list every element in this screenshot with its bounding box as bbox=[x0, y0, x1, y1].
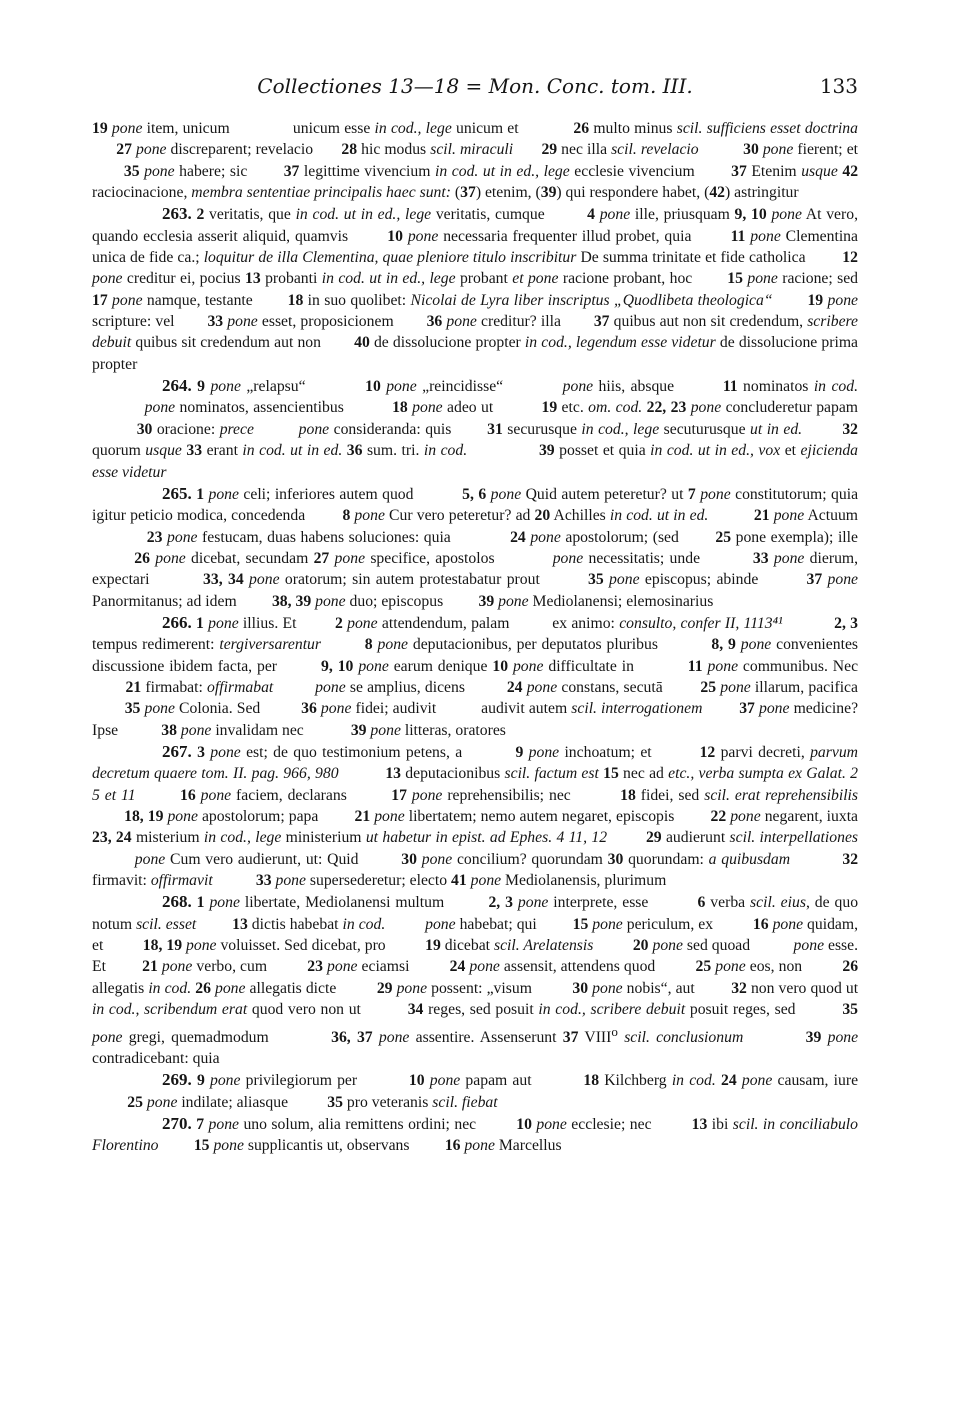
section-number: 264. bbox=[162, 376, 192, 396]
apparatus-paragraph bbox=[92, 203, 858, 375]
apparatus-entry-text: 1 pone libertate, Mediolanensi multum 2, 3 pone interprete, esse 6 verba scil. eius, de quo notum scil. esset 13 dictis habebat in cod. pone habebat; qui 15 pone periculum, ex 16 pone quidam, et 18, 19 pone voluisset. Sed dicebat, pro 19 dicebat scil. Arelatensis 20 pone sed quoad pone esse. Et 21 pone verbo, cum 23 pone eciamsi 24 pone assensit, attendens quod 25 pone eos, non 26 allegatis in cod. 26 pone allegatis dicte 29 pone possent: „visum 30 pone nobis“, aut 32 non vero quod ut in cod., scribendum erat quod vero non ut 34 reges, sed posuit in cod., scribere debuit posuit reges, sed 35 pone gregi, quemadmodum 36, 37 pone assentire. Assenserunt 37 VIII$^o$ scil. conclusionum 39 pone contradicebant: quia bbox=[92, 894, 859, 1068]
apparatus-text bbox=[92, 118, 858, 1157]
apparatus-paragraph bbox=[92, 118, 858, 203]
apparatus-paragraph bbox=[92, 612, 858, 741]
apparatus-entry-text: 7 pone uno solum, alia remittens ordini; nec 10 pone ecclesie; nec 13 ibi scil. in conciliabulo Florentino 15 pone supplicantis ut, observans 16 pone Marcellus bbox=[92, 1116, 859, 1155]
apparatus-paragraph bbox=[92, 483, 858, 612]
apparatus-paragraph bbox=[92, 1069, 858, 1113]
apparatus-entry-text: 3 pone est; de quo testimonium petens, a 9 pone inchoatum; et 12 parvi decreti, parvum decretum quaere tom. II. pag. 966, 980 13 deputacionibus scil. factum est 15 nec ad etc., verba sumpta ex Galat. 2 5 et 11 16 pone faciem, declarans 17 pone reprehensibilis; nec 18 fidei, sed scil. erat reprehensibilis 18, 19 pone apostolorum; papa 21 pone libertatem; nemo autem negaret, episcopis 22 pone negarent, iuxta 23, 24 misterium in cod., lege ministerium ut habetur in epist. ad Ephes. 4 11, 12 29 audierunt scil. interpellationes pone Cum vero audierunt, ut: Quid 30 pone concilium? quorundam 30 quorundam: a quibusdam 32 firmavit: offirmavit 33 pone supersederetur; electo 41 pone Mediolanensis, plurimum bbox=[92, 743, 859, 890]
apparatus-paragraph bbox=[92, 1113, 858, 1157]
apparatus-entry-text: 19 pone item, unicum unicum esse in cod., lege unicum et 26 multo minus scil. sufficiens esset doctrina 27 pone discreparent; revelacio 28 hic modus scil. miraculi 29 nec illa scil. revelacio 30 pone fierent; et 35 pone habere; sic 37 legittime vivencium in cod. ut in ed., lege ecclesie vivencium 37 Etenim usque 42 raciocinacione, membra sententiae principalis haec sunt: (37) etenim, (39) qui respondere habet, (42) astringitur bbox=[92, 120, 859, 202]
running-title: Collectiones 13—18 = Mon. Conc. tom. III. bbox=[257, 74, 693, 98]
section-number: 266. bbox=[162, 612, 192, 632]
section-number: 265. bbox=[162, 483, 192, 503]
section-number: 263. bbox=[162, 204, 192, 224]
apparatus-paragraph bbox=[92, 741, 858, 891]
apparatus-entry-text: 9 pone privilegiorum per 10 pone papam aut 18 Kilchberg in cod. 24 pone causam, iure 25 pone indilate; aliasque 35 pro veteranis scil. fiebat bbox=[92, 1072, 859, 1111]
section-number: 268. bbox=[162, 892, 192, 912]
apparatus-entry-text: 2 veritatis, que in cod. ut in ed., lege veritatis, cumque 4 pone ille, priusquam 9, 10 pone At vero, quando ecclesia asserit aliquid, quamvis 10 pone necessaria frequenter illud probet, quia 11 pone Clementina unica de fide ca.; loquitur de illa Clementina, quae pleniore titulo inscribitur De summa trinitate et fide catholica 12 pone creditur ei, pocius 13 probanti in cod. ut in ed., lege probant et pone racione probant, hoc 15 pone racione; sed 17 pone namque, testante 18 in suo quolibet: Nicolai de Lyra liber inscriptus „Quodlibeta theologica“ 19 pone scripture: vel 33 pone esset, proposicionem 36 pone creditur? illa 37 quibus aut non sit credendum, scribere debuit quibus sit credendum aut non 40 de dissolucione propter in cod., legendum esse videtur de dissolucione prima propter bbox=[92, 206, 859, 373]
section-number: 270. bbox=[162, 1114, 192, 1134]
running-header bbox=[92, 74, 858, 106]
apparatus-paragraph bbox=[92, 891, 858, 1069]
apparatus-entry-text: 1 pone illius. Et 2 pone attendendum, palam ex animo: consulto, confer II, 1113⁴¹ 2, 3 tempus redimerent: tergiversarentur 8 pone deputacionibus, per deputatos pluribus 8, 9 pone convenientes discussione ibidem facta, per 9, 10 pone earum denique 10 pone difficultate in 11 pone communibus. Nec 21 firmabat: offirmabat pone se amplius, dicens 24 pone constans, secutā 25 pone illarum, pacifica 35 pone Colonia. Sed 36 pone fidei; audivit audivit autem scil. interrogationem 37 pone medicine? Ipse 38 pone invalidam nec 39 pone litteras, oratores bbox=[92, 614, 859, 739]
apparatus-entry-text: 1 pone celi; inferiores autem quod 5, 6 pone Quid autem peteretur? ut 7 pone constitutorum; quia igitur peticio modica, concedenda 8 pone Cur vero peteretur? ad 20 Achilles in cod. ut in ed. 21 pone Actuum 23 pone festucam, duas habens soluciones: quia 24 pone apostolorum; (sed 25 pone exempla); ille 26 pone dicebat, secundam 27 pone specifice, apostolos pone necessitatis; unde 33 pone dierum, expectari 33, 34 pone oratorum; sin autem protestabatur prout 35 pone episcopus; abinde 37 pone Panormitanus; ad idem 38, 39 pone duo; episcopus 39 pone Mediolanensi; elemosinarius bbox=[92, 485, 859, 610]
apparatus-paragraph bbox=[92, 375, 858, 483]
apparatus-entry-text: 9 pone „relapsu“ 10 pone „reincidisse“ pone hiis, absque 11 nominatos in cod. pone nominatos, assencientibus 18 pone adeo ut 19 etc. om. cod. 22, 23 pone concluderetur papam 30 oracione: prece pone consideranda: quis 31 securusque in cod., lege secuturusque ut in ed. 32 quorum usque 33 erant in cod. ut in ed. 36 sum. tri. in cod. 39 posset et quia in cod. ut in ed., vox et ejicienda esse videtur bbox=[92, 378, 859, 481]
page-number: 133 bbox=[819, 74, 858, 98]
section-number: 267. bbox=[162, 741, 192, 761]
section-number: 269. bbox=[162, 1070, 192, 1090]
